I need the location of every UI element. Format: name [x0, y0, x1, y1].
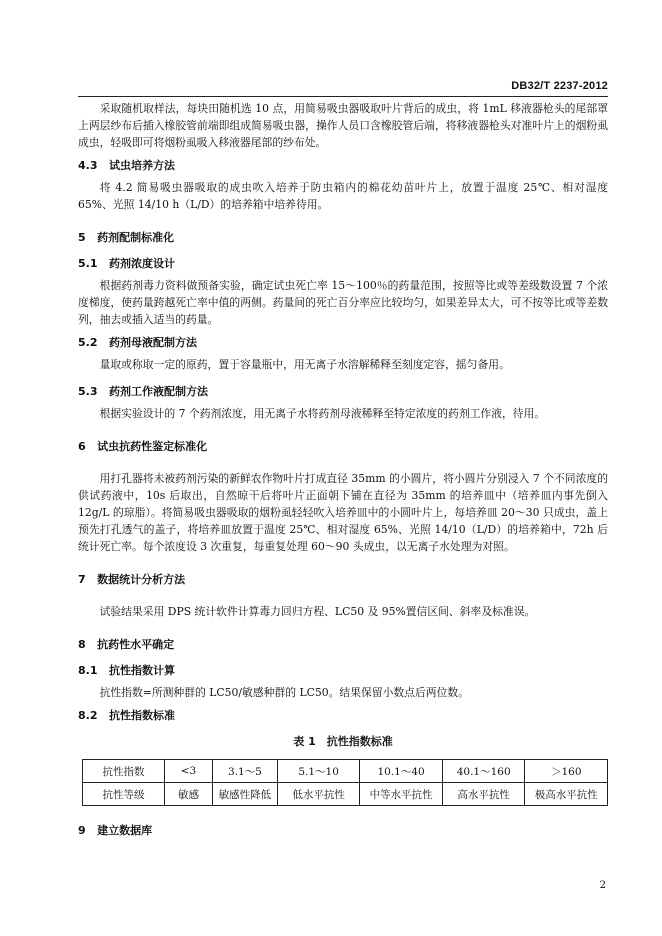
section-title: 药剂母液配制方法	[109, 336, 197, 349]
table-cell: 极高水平抗性	[525, 783, 608, 806]
table-cell: ＞160	[525, 760, 608, 783]
table-cell: 高水平抗性	[442, 783, 525, 806]
table-cell: 低水平抗性	[277, 783, 359, 806]
table-cell: 敏感性降低	[212, 783, 277, 806]
section-title: 药剂工作液配制方法	[109, 385, 208, 398]
section-number: 5.3	[78, 385, 98, 398]
section-6-heading	[78, 438, 608, 454]
section-title: 抗药性水平确定	[97, 638, 175, 651]
section-title: 试虫培养方法	[109, 159, 175, 172]
table-cell: <3	[165, 760, 213, 783]
header-rule	[78, 96, 608, 97]
section-8-heading	[78, 636, 608, 652]
section-title: 建立数据库	[97, 824, 153, 837]
section-8-1-heading	[78, 662, 608, 678]
section-4-3-text: 将 4.2 简易吸虫器吸取的成虫吹入培养于防虫箱内的棉花幼苗叶片上，放置于温度 25℃、相对湿度 65%、光照 14/10 h（L/D）的培养箱中培养待用。	[78, 181, 608, 211]
page-content	[78, 100, 608, 838]
page-number: 2	[599, 880, 606, 891]
table-cell: 40.1～160	[442, 760, 525, 783]
section-9-heading	[78, 822, 608, 838]
section-number: 4.3	[78, 159, 98, 172]
section-number: 6	[78, 440, 86, 453]
section-5-2-text: 量取或称取一定的原药，置于容量瓶中，用无离子水溶解稀释至刻度定容，摇匀备用。	[99, 358, 510, 371]
resistance-index-table	[82, 759, 608, 806]
table-cell: 中等水平抗性	[360, 783, 443, 806]
section-7-text: 试验结果采用 DPS 统计软件计算毒力回归方程、LC50 及 95%置信区间、斜率及标准误。	[99, 605, 536, 618]
table-cell: 抗性指数	[83, 760, 165, 783]
table-cell: 5.1～10	[277, 760, 359, 783]
section-title: 药剂浓度设计	[109, 257, 175, 270]
section-7-heading	[78, 571, 608, 587]
table-row	[83, 783, 608, 806]
section-5-3-text: 根据实验设计的 7 个药剂浓度，用无离子水将药剂母液稀释至特定浓度的药剂工作液，待用。	[99, 407, 546, 420]
section-6-text: 用打孔器将未被药剂污染的新鲜农作物叶片打成直径 35mm 的小圆片，将小圆片分别浸入 7 个不同浓度的供试药液中，10s 后取出，自然晾干后将叶片正面朝下铺在直径为 35mm 的培养皿中（培养皿内事先倒入 12g/L 的琼脂）。将简易吸虫器吸取的烟粉虱轻轻吹入培养皿中的小圆叶片上，每培养皿 20～30 只成虫，盖上预先打孔透气的盖子，将培养皿放置于温度 25℃、相对湿度 65%、光照 14/10（L/D）的培养箱中，72h 后统计死亡率。每个浓度设 3 次重复，每重复处理 60～90 头成虫，以无离子水处理为对照。	[78, 472, 608, 553]
table-caption: 表 1 抗性指数标准	[293, 735, 393, 748]
section-5-1-heading	[78, 255, 608, 271]
document-code: DB32/T 2237-2012	[511, 80, 608, 92]
section-title: 数据统计分析方法	[97, 573, 186, 586]
table-cell: 3.1～5	[212, 760, 277, 783]
table-cell: 10.1～40	[360, 760, 443, 783]
section-5-3-heading	[78, 383, 608, 399]
section-4-3-heading	[78, 157, 608, 173]
table-cell: 抗性等级	[83, 783, 165, 806]
section-number: 7	[78, 573, 86, 586]
section-number: 8.1	[78, 664, 98, 677]
section-title: 抗性指数计算	[109, 664, 175, 677]
section-number: 5.2	[78, 336, 98, 349]
section-8-2-heading	[78, 707, 608, 723]
section-number: 5	[78, 231, 86, 244]
table-cell: 敏感	[165, 783, 213, 806]
section-number: 5.1	[78, 257, 98, 270]
section-title: 试虫抗药性鉴定标准化	[97, 440, 208, 453]
section-5-heading	[78, 229, 608, 245]
table-row	[83, 760, 608, 783]
section-5-2-heading	[78, 334, 608, 350]
section-number: 8.2	[78, 709, 98, 722]
section-title: 药剂配制标准化	[97, 231, 175, 244]
section-5-1-text: 根据药剂毒力资料做预备实验，确定试虫死亡率 15～100％的药量范围，按照等比或等差级数设置 7 个浓度梯度，使药量跨越死亡率中值的两侧。药量间的死亡百分率应比较均匀，如果差异太大，可不按等比或等差数列，抽去或插入适当的药量。	[78, 279, 608, 326]
section-number: 9	[78, 824, 86, 837]
section-8-1-text: 抗性指数=所测种群的 LC50/敏感种群的 LC50。结果保留小数点后两位数。	[99, 686, 469, 699]
intro-paragraph: 采取随机取样法，每块田随机选 10 点，用简易吸虫器吸取叶片背后的成虫，将 1mL 移液器枪头的尾部罩上两层纱布后插入橡胶管前端即组成简易吸虫器，操作人员口含橡胶管后端，将移液器枪头对准叶片上的烟粉虱成虫，轻吸即可将烟粉虱吸入移液器尾部的纱布处。	[78, 102, 608, 149]
section-title: 抗性指数标准	[109, 709, 175, 722]
section-number: 8	[78, 638, 86, 651]
